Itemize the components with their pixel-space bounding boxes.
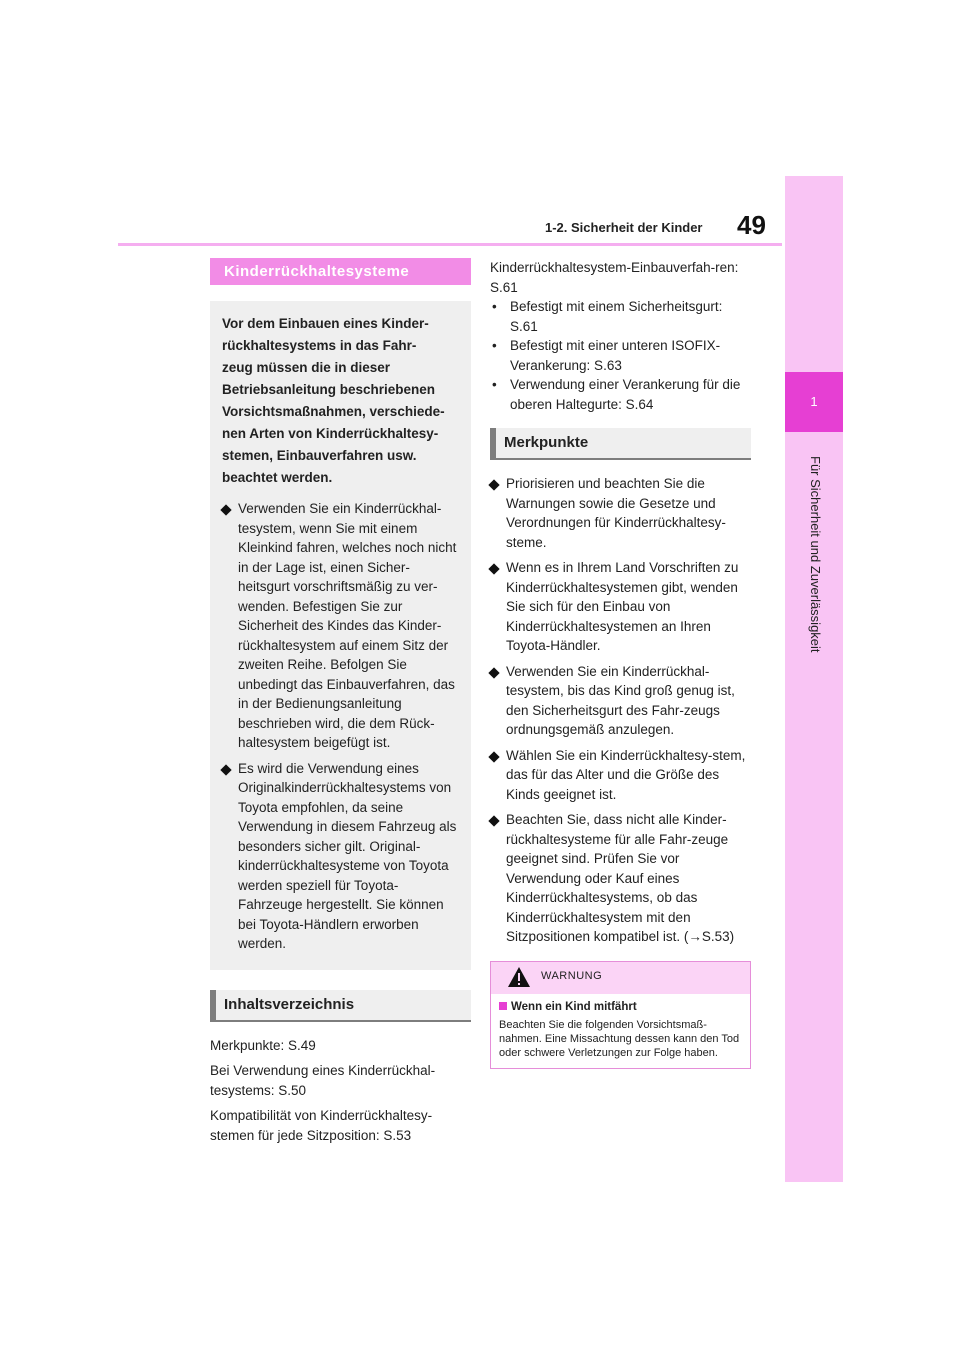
warning-subtitle xyxy=(499,1000,742,1014)
intro-bullet-list xyxy=(222,499,459,954)
right-column xyxy=(490,258,751,1069)
intro-line: beachtet werden. xyxy=(222,470,333,485)
merkpunkte-heading: Merkpunkte xyxy=(490,428,751,460)
toc-link[interactable]: Merkpunkte: S.49 xyxy=(210,1037,316,1053)
toc-link[interactable]: Bei Verwendung eines Kinderrückhal-tesystems: S.50 xyxy=(210,1063,436,1098)
intro-box xyxy=(210,301,471,970)
chapter-number-tab: 1 xyxy=(785,372,843,432)
intro-line: zeug müssen die in dieser xyxy=(222,360,391,375)
warning-title: WARNUNG xyxy=(541,969,603,982)
intro-line: stemen, Einbauverfahren usw. xyxy=(222,448,417,463)
pink-square-icon xyxy=(499,1002,507,1010)
header-rule xyxy=(118,243,782,246)
toc-link[interactable]: • Befestigt mit einem Sicherheitsgurt: S.61 xyxy=(490,297,751,336)
merkpunkte-list xyxy=(490,474,751,947)
page-number: 49 xyxy=(737,210,766,240)
list-item: Wenn es in Ihrem Land Vorschriften zu Kinderrückhaltesystemen gibt, wenden Sie sich für den Einbau von Kinderrückhaltesystemen an Ihren Toyota-Händler. xyxy=(490,558,751,656)
list-item: Verwenden Sie ein Kinderrückhal-tesystem, wenn Sie mit einem Kleinkind fahren, welches noch nicht in der Lage ist, einen Sicher-heitsgurt vorschriftsmäßig zu ver-wenden. Befestigen Sie zur Sicherheit des Kindes das Kinder-rückhaltesystem auf einem Sitz der zweiten Reihe. Befolgen Sie unbedingt das Einbauverfahren, das in der Bedienungsanleitung beschrieben wird, die dem Rück-haltesystem beigefügt ist. xyxy=(222,499,459,753)
toc-heading: Inhaltsverzeichnis xyxy=(210,990,471,1022)
left-column xyxy=(210,258,471,1151)
intro-line: Vorsichtsmaßnahmen, verschiede- xyxy=(222,404,445,419)
toc-link[interactable]: Kinderrückhaltesystem-Einbauverfah-ren: S.61 xyxy=(490,260,739,295)
running-header: 1-2. Sicherheit der Kinder xyxy=(545,220,703,235)
toc-link[interactable]: • Befestigt mit einer unteren ISOFIX-Verankerung: S.63 xyxy=(490,336,751,375)
intro-line: Betriebsanleitung beschriebenen xyxy=(222,382,436,397)
warning-body xyxy=(491,994,750,1068)
list-item: Verwenden Sie ein Kinderrückhal-tesystem, bis das Kind groß genug ist, den Sicherheitsgurt des Fahr-zeugs ordnungsgemäß anzulegen. xyxy=(490,662,751,740)
toc-continued xyxy=(490,258,751,414)
list-item: Wählen Sie ein Kinderrückhaltesy-stem, das für das Alter und die Größe des Kinds geeignet ist. xyxy=(490,746,751,805)
warning-header xyxy=(491,962,750,994)
list-item: Es wird die Verwendung eines Originalkinderrückhaltesystems von Toyota empfohlen, da seine Verwendung in diesem Fahrzeug als besonders sicher gilt. Original-kinderrückhaltesysteme von Toyota werden speziell für Toyota-Fahrzeuge hergestellt. Sie können bei Toyota-Händlern erworben werden. xyxy=(222,759,459,954)
intro-line: nen Arten von Kinderrückhaltesy- xyxy=(222,426,439,441)
warning-subtitle-text: Wenn ein Kind mitfährt xyxy=(511,1000,637,1013)
toc-link[interactable]: Kompatibilität von Kinderrückhaltesy-stemen für jede Sitzposition: S.53 xyxy=(210,1108,433,1143)
list-item: Beachten Sie, dass nicht alle Kinder-rückhaltesysteme für alle Fahr-zeuge geeignet sind. Prüfen Sie vor Verwendung oder Kauf eines Kinderrückhaltesystems, ob das Kinderrückhaltesystem mit den Sitzpositionen kompatibel ist. (→S.53) xyxy=(490,810,751,947)
list-item: Priorisieren und beachten Sie die Warnungen sowie die Gesetze und Verordnungen für Kinderrückhaltesy-steme. xyxy=(490,474,751,552)
warning-box xyxy=(490,961,751,1069)
toc-list xyxy=(210,1036,471,1146)
warning-text: Beachten Sie die folgenden Vorsichtsmaß-nahmen. Eine Missachtung dessen kann den Tod oder schwere Verletzungen zur Folge haben. xyxy=(499,1018,740,1059)
intro-text xyxy=(222,313,459,489)
chapter-title-vertical: Für Sicherheit und Zuverlässigkeit xyxy=(808,456,823,653)
install-method-list xyxy=(490,297,751,414)
section-title: Kinderrückhaltesysteme xyxy=(210,258,471,285)
intro-line: rückhaltesystems in das Fahr- xyxy=(222,338,417,353)
warning-triangle-icon xyxy=(507,966,531,988)
intro-line: Vor dem Einbauen eines Kinder- xyxy=(222,316,429,331)
toc-link[interactable]: • Verwendung einer Verankerung für die oberen Haltegurte: S.64 xyxy=(490,375,751,414)
